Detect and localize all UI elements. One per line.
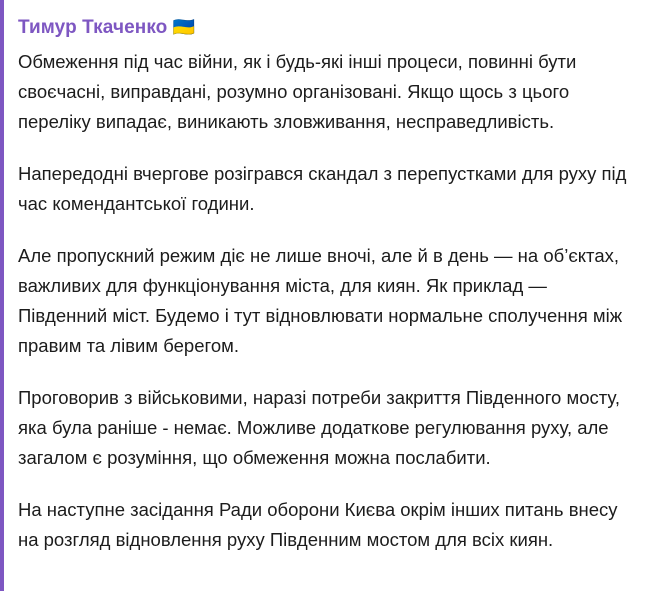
message-paragraph: Обмеження під час війни, як і будь-які інші процеси, повинні бути своєчасні, виправдані, розумно організовані. Якщо щось з цього переліку випадає, виникають зловживання, несправедливість. <box>18 51 577 132</box>
message-paragraph: На наступне засідання Ради оборони Києва окрім інших питань внесу на розгляд відновлення руху Південним мостом для всіх киян. <box>18 499 618 550</box>
message-paragraph: Проговорив з військовими, наразі потреби закриття Південного мосту, яка була раніше - немає. Можливе додаткове регулювання руху, але загалом є розуміння, що обмеження можна послабити. <box>18 387 620 468</box>
author-name-text: Тимур Ткаченко <box>18 17 168 38</box>
ukraine-flag-icon: 🇺🇦 <box>172 17 196 37</box>
message-paragraph: Напередодні вчергове розігрався скандал з перепустками для руху під час комендантської години. <box>18 163 627 214</box>
message-paragraph: Але пропускний режим діє не лише вночі, але й в день — на об’єктах, важливих для функціонування міста, для киян. Як приклад — Південний міст. Будемо і тут відновлювати нормальне сполучення між правим та лівим берегом. <box>18 245 623 356</box>
message-author-name[interactable] <box>18 14 633 41</box>
message-body <box>18 47 633 555</box>
message-accent-bar <box>0 0 4 591</box>
